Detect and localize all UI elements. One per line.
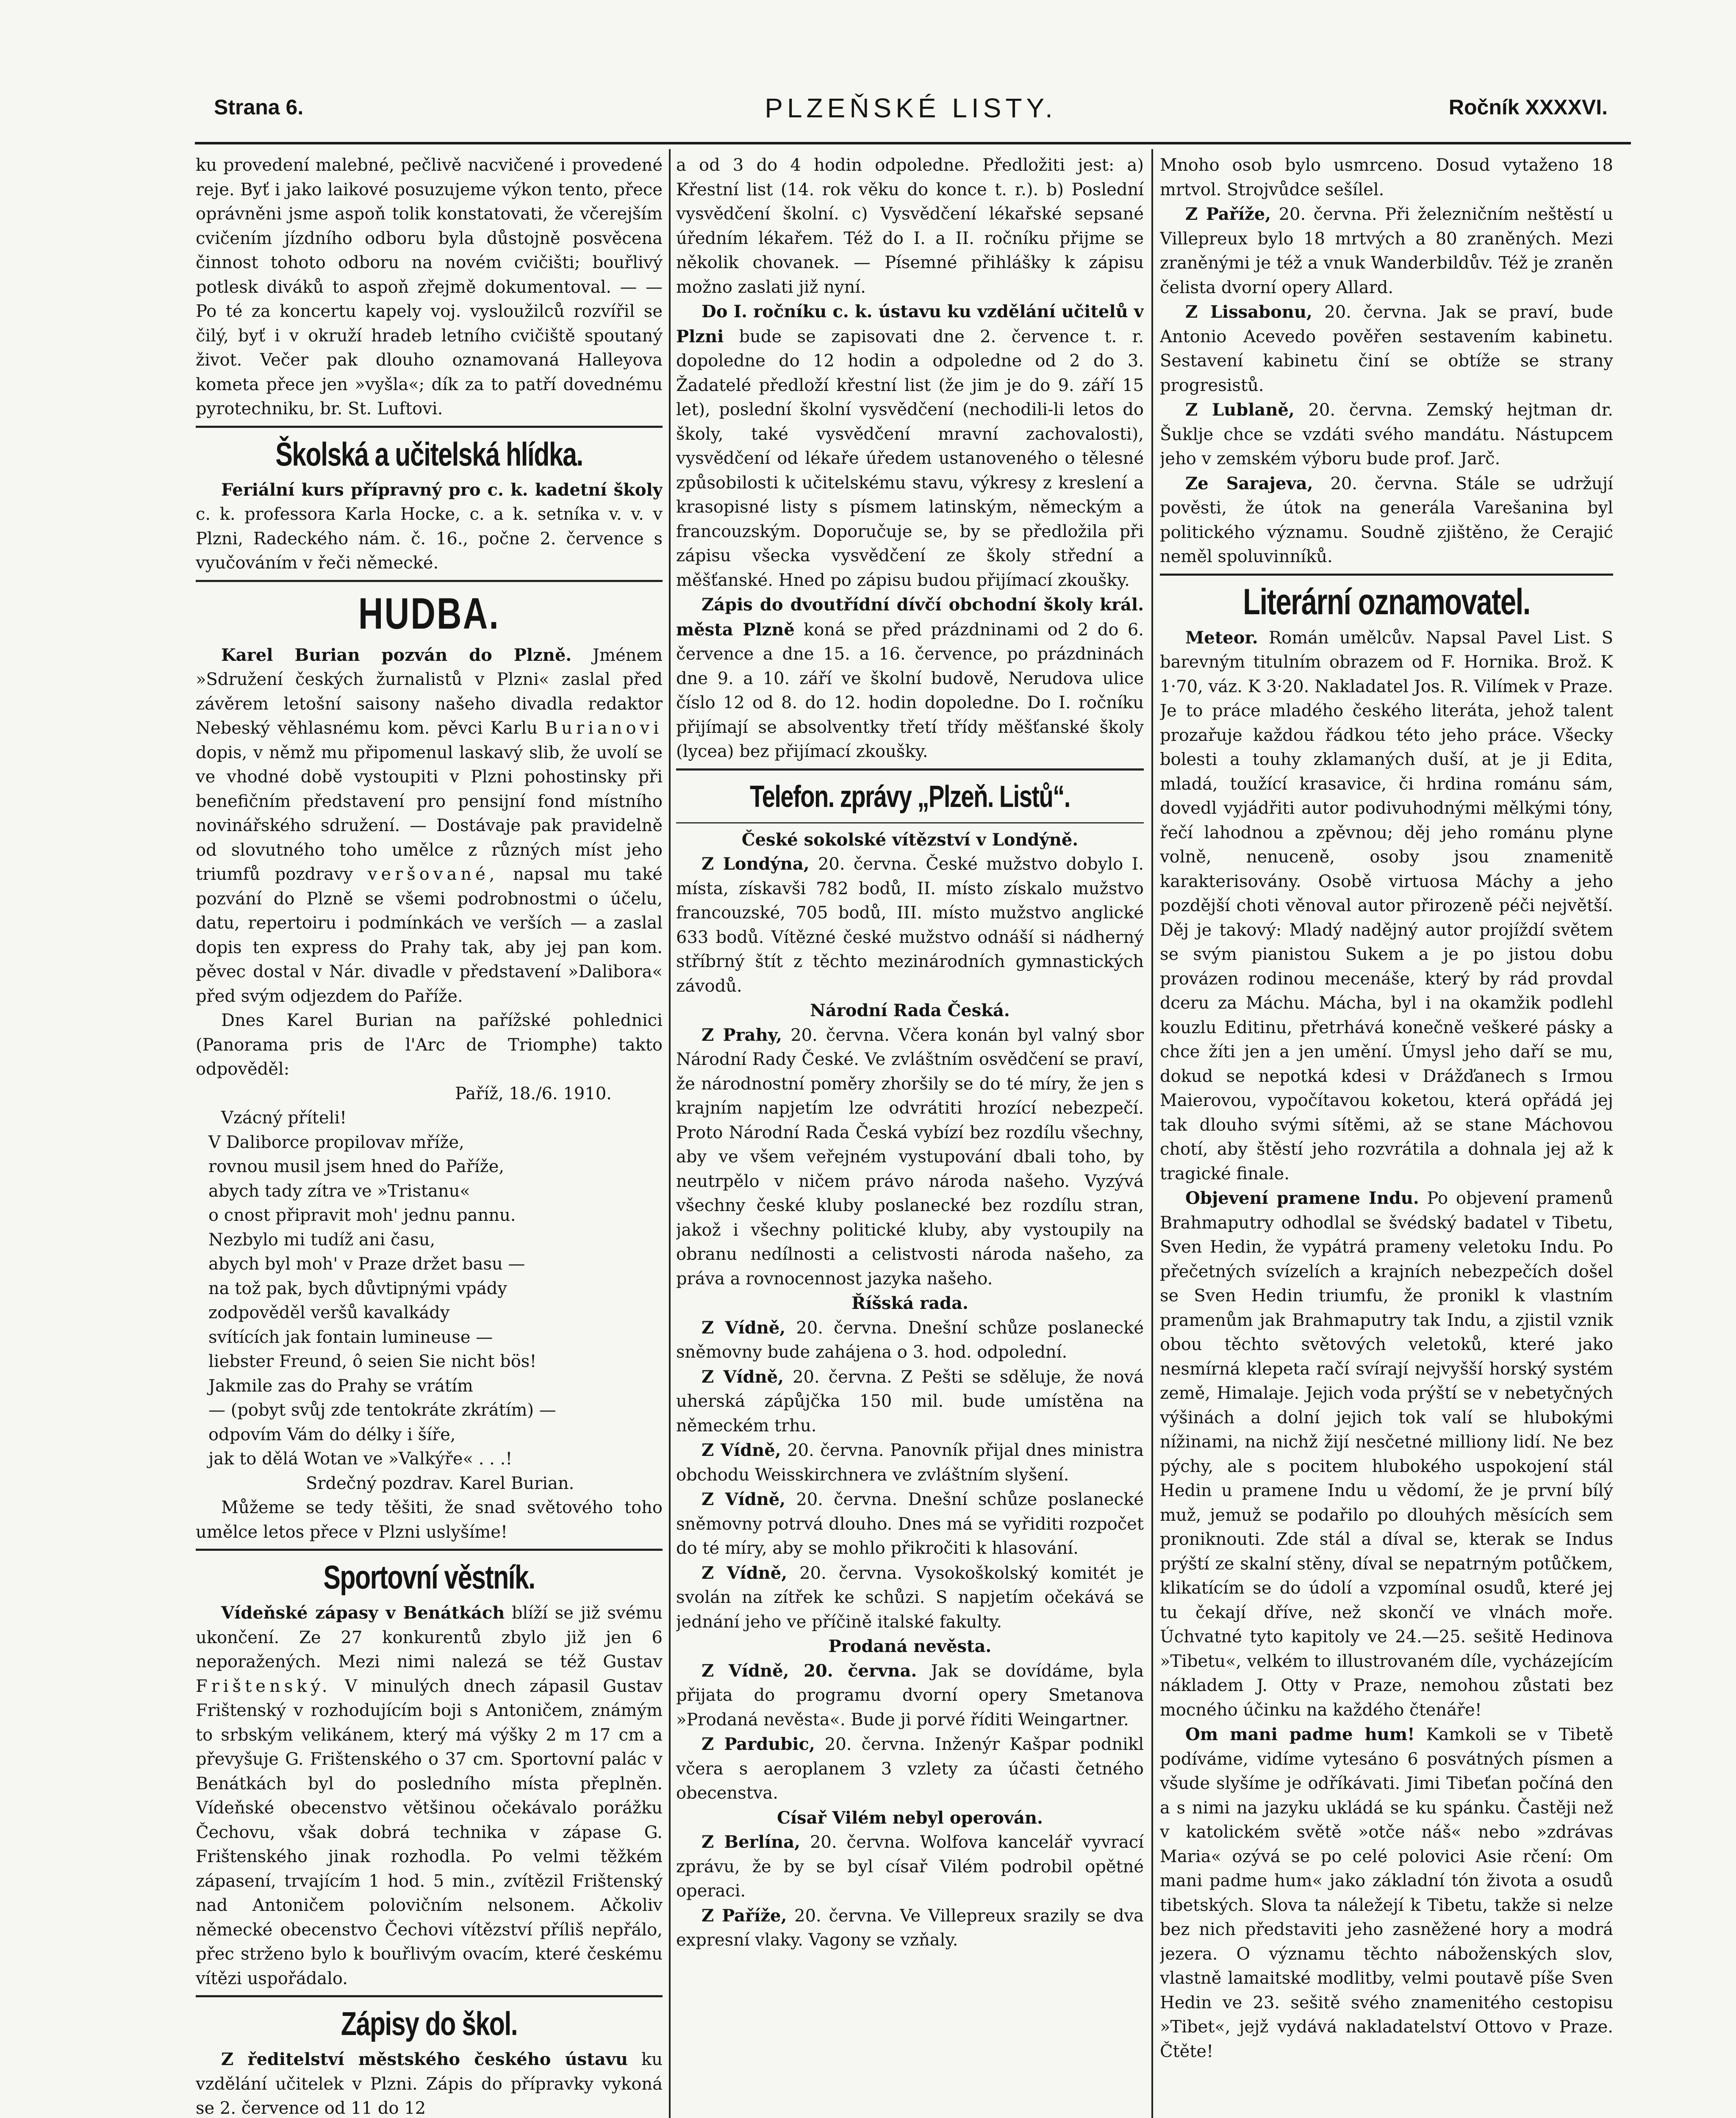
article-divci-skola: Zápis do dvoutřídní dívčí obchodní školy král. města Plzně koná se před prázdninami od 2 do 6. července a dne 15. a 16. července, po prázdninách dne 9. a 10. září ve školní budově, Nerudova ulice číslo 12 od 8. do 12. hodin dopoledne. Do I. ročníku přijímají se absolventky třetí třídy měšťanské školy (lycea) bez přijímací zkoušky.	[676, 595, 1144, 761]
article-continuation: Mnoho osob bylo usmrceno. Dosud vytaženo 18 mrtvol. Strojvůdce sešílel.	[1160, 155, 1613, 200]
poem-line: Vzácný příteli!	[221, 1108, 347, 1128]
report-lisabon: Z Lissabonu, 20. června. Jak se praví, bude Antonio Acevedo pověřen sestavením kabinetu. Sestavení kabinetu činí se obtíže se strany progresistů.	[1160, 302, 1613, 395]
report-place: Z Londýna,	[702, 854, 810, 874]
section-heading-telefon: Telefon. zprávy „Plzeň. Listů“.	[750, 779, 1070, 814]
report-sarajevo: Ze Sarajeva, 20. června. Stále se udržují pověsti, že útok na generála Varešanina byl politického významu. Soudně zjištěno, že Cerajić neměl spoluvinníků.	[1160, 473, 1613, 566]
section-rule	[676, 768, 1144, 771]
poem-line: abych tady zítra ve »Tristanu«	[208, 1181, 470, 1201]
report-place: Z Prahy,	[702, 1025, 782, 1045]
report-place: Z Pardubic,	[702, 1734, 815, 1754]
section-rule	[196, 1995, 663, 1997]
report-place: Z Paříže,	[702, 1905, 787, 1926]
poem-signature: Srdečný pozdrav. Karel Burian.	[306, 1473, 574, 1493]
page-number: Strana 6.	[214, 95, 304, 119]
report-place: Z Vídně, 20. června.	[702, 1661, 917, 1681]
report-pardubice: Z Pardubic, 20. června. Inženýr Kašpar podnikl včera s aeroplanem 3 vzlety za účasti četného obecenstva.	[676, 1734, 1144, 1803]
report-place: Z Vídně,	[702, 1440, 781, 1460]
article-lead: Zápis do dvoutřídní dívčí obchodní školy král. města Plzně	[676, 595, 1144, 640]
section-heading-hudba: HUDBA.	[358, 589, 500, 638]
subheading-cisar: Císař Vilém nebyl operován.	[777, 1808, 1043, 1828]
section-rule	[676, 822, 1144, 823]
section-rule	[196, 1549, 663, 1551]
poem-line: liebster Freund, ô seien Sie nicht bös!	[208, 1352, 537, 1371]
article-lead: Vídeňské zápasy v Benátkách	[221, 1603, 505, 1623]
article-continuation: ku provedení malebné, pečlivě nacvičené i provedené reje. Byť i jako laikové posuzujeme výkon tento, přece oprávněni jsme aspoň tolik konstatovati, že včerejším cvičením jízdního odboru byla důstojně posvěcena činnost tohoto odboru na novém cvičišti; bouřlivý potlesk diváků to aspoň zřejmě dokumentoval. — — Po té za koncertu kapely voj. vysloužilců rozvířil se čilý, byť i v okruží hradeb letního cvičiště spoutaný život. Večer pak dlouho oznamovaná Halleyova kometa přece jen »vyšla«; dík za to patří dovednému pyrotechniku, br. St. Luftovi.	[196, 155, 663, 419]
report-london: Z Londýna, 20. června. České mužstvo dobylo I. místa, získavši 782 bodů, II. místo získalo mužstvo francouzské, 705 bodů, III. místo mužstvo anglické 633 bodů. Vítězné české mužstvo odnáší si nádherný stříbrný štít z těchto mezinárodních gymnastických závodů.	[676, 854, 1144, 996]
article-hudba: Karel Burian pozván do Plzně. Jménem »Sdružení českých žurnalistů v Plzni« zaslal před závěrem letošní saisony našeho divadla redaktor Nebeský věhlasnému kom. pěvci Karlu Burianovi dopis, v němž mu připomenul laskavý slib, že uvolí se ve vhodné době vystoupiti v Plzni pohostinsky při benefičním představení pro pensijní fond místního novinářského sdružení. — Dostávaje pak pravidelně od slovutného toho umělce z různých míst jeho triumfů pozdravy veršované, napsal mu také pozvání do Plzně se všemi podrobnostmi o účelu, datu, repertoiru i podmínkách ve verších — a zaslal dopis ten express do Prahy tak, aby jej pan kom. pěvec dostal v Nár. divadle v představení »Dalibora« před svým odjezdem do Paříže.	[196, 645, 663, 1006]
article-lead: Karel Burian pozván do Plzně.	[221, 645, 572, 665]
poem-line: na tož pak, bych důvtipnými vpády	[208, 1278, 507, 1298]
report-viden: Z Vídně, 20. června. Panovník přijal dnes ministra obchodu Weisskirchnera ve zvláštním slyšení.	[676, 1440, 1144, 1485]
poem-line: Nezbylo mi tudíž ani času,	[208, 1230, 435, 1250]
report-berlin: Z Berlína, 20. června. Wolfova kancelář vyvrací zprávu, že by se byl císař Vilém podrobil opětné operaci.	[676, 1832, 1144, 1901]
report-praha: Z Prahy, 20. června. Včera konán byl valný sbor Národní Rady České. Ve zvláštním osvědčení se praví, že národnostní poměry zhoršily se do té míry, že jen s krajním napjetím lze odvrátiti hrozící nebezpečí. Proto Národní Rada Česká vybízí bez rozdílu všechny, aby ve všem veřejném vystupování dbali toho, by neutrpělo v ničem právo národa našeho. Vyzývá všechny české kluby poslanecké bez rozdílu stran, jakož i všechny politické kluby, aby vystoupily na obranu nedílnosti a celistvosti národa našeho, za práva a rovnocennost jazyka našeho.	[676, 1025, 1144, 1289]
column-2	[676, 153, 1144, 2118]
section-rule	[196, 426, 663, 428]
masthead-title: PLZEŇSKÉ LISTY.	[765, 93, 1057, 123]
article-lead: Z ředitelství městského českého ústavu	[221, 2049, 628, 2069]
report-place: Ze Sarajeva,	[1185, 473, 1313, 493]
article-lead: Do I. ročníku c. k. ústavu ku vzdělání učitelů v Plzni	[676, 302, 1144, 347]
article-skolska: Feriální kurs přípravný pro c. k. kadetní školy c. k. professora Karla Hocke, c. a k. setníka v. v. v Plzni, Radeckého nám. č. 16., počne 2. července s vyučováním v řeči německé.	[196, 480, 663, 573]
poem-line: rovnou musil jsem hned do Paříže,	[208, 1157, 505, 1176]
article-sport: Vídeňské zápasy v Benátkách blíží se již svému ukončení. Ze 27 konkurentů zbylo již jen 6 neporažených. Mezi nimi nalezá se též Gustav Frištenský. V minulých dnech zápasil Gustav Frištenský v rozhodujícím boji s Antoničem, známým to srbským velikánem, který má výšky 2 m 17 cm a převyšuje G. Frištenského o 37 cm. Sportovní palác v Benátkách byl do posledního místa přeplněn. Vídeňské obecenstvo většinou očekávalo porážku Čechovu, však dobrá technika v zápase G. Frištenského jinak rozhodla. Po velmi těžkém zápasení, trvajícím 1 hod. 5 min., zvítězil Frištenský nad Antoničem polovičním nelsonem. Ačkoliv německé obecenstvo Čechovi vítězství příliš nepřálo, přec strženo bylo k bouřlivým ovacím, které českému vítězi uspořádalo.	[196, 1603, 663, 1988]
poem-line: V Daliborce propilovav mříže,	[208, 1132, 464, 1152]
report-place: Z Berlína,	[702, 1832, 801, 1852]
article-continuation: a od 3 do 4 hodin odpoledne. Předložiti jest: a) Křestní list (14. rok věku do konce t. r.). b) Poslední vysvědčení školní. c) Vysvědčení lékařské sepsané úředním lékařem. Též do I. a II. ročníku přijme se několik chovanek. — Písemné přihlášky k zápisu možno zaslati již nyní.	[676, 155, 1144, 297]
column-rule-2	[1151, 149, 1153, 2118]
subheading-risska: Říšská rada.	[851, 1293, 968, 1313]
report-place: Z Vídně,	[702, 1563, 788, 1583]
report-lublan: Z Lublaně, 20. června. Zemský hejtman dr. Šuklje chce se vzdáti svého mandátu. Nástupcem jeho v zemském výboru bude prof. Jarč.	[1160, 400, 1613, 469]
column-3	[1160, 153, 1613, 2118]
section-rule	[196, 580, 663, 582]
section-rule	[1160, 574, 1613, 576]
section-heading-sport: Sportovní věstník.	[323, 1558, 535, 1596]
poem-line: zodpověděl veršů kavalkády	[208, 1303, 450, 1322]
review-meteor: Meteor. Román umělcův. Napsal Pavel List. S barevným titulním obrazem od F. Hornika. Brož. K 1·70, váz. K 3·20. Nakladatel Jos. R. Vilímek v Praze. Je to práce mladého českého literáta, jehož talent prozařuje každou řádkou této jeho práce. Všecky bolesti a touhy zklamaných duší, at je ji Edita, mladá, toužící krasavice, či hrdina románu sám, dovedl vyjádřiti autor podivuhodnými mělkými tóny, řečí lahodnou a zpěvnou; děj jeho románu plyne volně, nenuceně, osoby jsou znamenitě karakterisovány. Osobě virtuosa Máchy a jeho pozdější choti věnoval autor přirozeně péči největší. Děj je takový: Mladý nadějný autor projíždí světem se svým pianistou Sukem a je po jistou dobu provázen rodinou mecenáše, který by rád provdal dceru za Máchu. Mácha, byl i na okamžik podlehl kouzlu Editinu, přetrhává konečně veškeré pásky a chce žíti jen a jen umění. Úmysl jeho daří se mu, dokud se nepotká kdesi v Drážďanech s Irmou Maierovou, vypočítavou koketou, která opřádá jej tak dlouho svými sítěmi, až se stane Máchovou chotí, aby štěstí jeho rozvrátila a dohnala jej až k tragické finale.	[1160, 627, 1613, 1184]
subheading-sokol: České sokolské vítězství v Londýně.	[741, 829, 1079, 850]
poem-line: Jakmile zas do Prahy se vrátím	[208, 1376, 473, 1396]
article-zapisy: Z ředitelství městského českého ústavu ku vzdělání učitelek v Plzni. Zápis do přípravky vykoná se 2. července od 11 do 12	[196, 2049, 663, 2118]
poem	[196, 1106, 663, 1496]
column-rule-1	[669, 149, 671, 2118]
report-place: Z Vídně,	[702, 1367, 784, 1387]
section-heading-zapisy: Zápisy do škol.	[341, 2005, 518, 2042]
subheading-narodni: Národní Rada Česká.	[810, 1001, 1010, 1020]
article-lead: Meteor.	[1185, 627, 1258, 648]
poem-line: — (pobyt svůj zde tentokráte zkrátím) —	[208, 1400, 556, 1420]
poem-line: o cnost připravit moh' jednu pannu.	[208, 1206, 516, 1225]
report-place: Z Lissabonu,	[1185, 302, 1312, 322]
report-viden: Z Vídně, 20. června. Dnešní schůze poslanecké sněmovny potrvá dlouho. Dnes má se vyřiditi rozpočet do té míry, aby se mohlo přikročiti k hlasování.	[676, 1489, 1144, 1558]
report-place: Z Lublaně,	[1185, 400, 1295, 420]
article-hudba-close: Můžeme se tedy těšiti, že snad světového toho umělce letos přece v Plzni uslyšíme!	[196, 1498, 663, 1542]
article-lead: Feriální kurs přípravný pro c. k. kadetní školy	[221, 480, 663, 500]
poem-dateline: Paříž, 18./6. 1910.	[455, 1084, 612, 1103]
report-viden: Z Vídně, 20. června. Vysokoškolský komitét je svolán na zítřek ke schůzi. S napjetím očekává se jednání jeho ve příčině italské fakulty.	[676, 1563, 1144, 1632]
section-heading-skolska: Školská a učitelská hlídka.	[275, 435, 583, 473]
report-viden: Z Vídně, 20. června. Z Pešti se sděluje, že nová uherská zápůjčka 150 mil. bude umístěna na německém trhu.	[676, 1367, 1144, 1436]
poem-line: abych byl moh' v Praze držet basu —	[208, 1254, 525, 1274]
report-pariz: Z Paříže, 20. června. Při železničním neštěstí u Villepreux bylo 18 mrtvých a 80 zraněných. Mezi zraněnými je též a vnuk Wanderbildův. Též je zraněn čelista dvorní opery Allard.	[1160, 204, 1613, 297]
header-rule	[195, 142, 1631, 144]
article-hudba-reply: Dnes Karel Burian na pařížské pohlednici (Panorama pris de l'Arc de Triomphe) takto odpověděl:	[196, 1011, 663, 1079]
volume-number: Ročník XXXXVI.	[1448, 95, 1608, 119]
article-ustav: Do I. ročníku c. k. ústavu ku vzdělání učitelů v Plzni bude se zapisovati dne 2. července t. r. dopoledne do 12 hodin a odpoledne od 2 do 3. Žadatelé předloží křestní list (že jim je do 9. září 15 let), poslední školní vysvědčení (nechodili-li letos do školy, také vysvědčení mravní zachovalosti), vysvědčení od lékaře úředem ustanoveného o tělesné způsobilosti k učitelskému stavu, výkresy z kreslení a krasopisné listy s písmem latinským, německým a francouzským. Doporučuje se, by se předložila při zápisu všecka vysvědčení ze školy střední a měšťanské. Hned po zápisu budou přijímací zkoušky.	[676, 302, 1144, 590]
poem-line: jak to dělá Wotan ve »Valkýře« . . .!	[208, 1449, 513, 1469]
report-place: Z Vídně,	[702, 1317, 786, 1338]
review-om-mani: Om mani padme hum! Kamkoli se v Tibetě podíváme, vidíme vytesáno 6 posvátných písmen a všude slyšíme je odříkávati. Jimi Tibeťan počíná den a s nimi na jazyku ukládá se ku spánku. Častěji než v katolickém světě »otče náš« nebo »zdrávas Maria« ozývá se po celé polovici Asie rčení: Om mani padme hum« jako základní tón života a osudů tibetských. Slova ta náležejí k Tibetu, takže si nelze bez nich představiti jeho zasněžené hory a modrá jezera. O významu těchto náboženských slov, vlastně lamaitské modlitby, velmi poutavě píše Sven Hedin ve 23. sešitě svého znamenitého cestopisu »Tibet«, jejž vydává nakladatelství Ottovo v Praze. Čtěte!	[1160, 1724, 1613, 2061]
report-pariz: Z Paříže, 20. června. Ve Villepreux srazily se dva expresní vlaky. Vagony se vzňaly.	[676, 1905, 1144, 1950]
review-indu: Objevení pramene Indu. Po objevení pramenů Brahmaputry odhodlal se švédský badatel v Tibetu, Sven Hedin, že vypátrá prameny veletoku Indu. Po přečetných svízelích a krajních nebezpečích došel se Sven Hedin triumfu, že pronikl k vlastním pramenům jak Brahmaputry tak Indu, a zjistil vznik obou těchto světových veletoků, které jako nesmírná klepeta račí svírají nejvyšší horský systém země, Himalaje. Jejich voda prýští se v nebetyčných výšinách a dolní jejich tok valí se hlubokými nížinami, na nichž žijí nesčetné milliony lidí. Ne bez pýchy, ale s pocitem hlubokého uspokojení stál Hedin u pramene Indu u vědomí, že je první bílý muž, jemuž se podařilo po dlouhých měsících sem proniknouti. Zde stál a díval se, kterak se Indus prýští ze skalní stěny, díval se nepatrným potůčkem, klikatícím se do údolí a vzpomínal osudů, které jej tu čekají dříve, než skončí ve vlnách moře. Úchvatné tyto kapitoly ve 24.—25. sešitě Hedinova »Tibetu«, velkém to illustrovaném díle, vycházejícím nákladem J. Otty v Praze, nemohou zůstati bez mocného účinku na každého čtenáře!	[1160, 1188, 1613, 1720]
report-place: Z Paříže,	[1185, 204, 1271, 224]
poem-line: svítících jak fontain lumineuse —	[208, 1327, 493, 1347]
column-1	[196, 153, 663, 2118]
report-place: Z Vídně,	[702, 1489, 786, 1509]
article-lead: Objevení pramene Indu.	[1185, 1188, 1419, 1208]
poem-line: odpovím Vám do délky i šíře,	[208, 1425, 456, 1444]
report-viden: Z Vídně, 20. června. Dnešní schůze poslanecké sněmovny bude zahájena o 3. hod. odpolední.	[676, 1317, 1144, 1362]
page-header	[214, 92, 1608, 126]
section-heading-literarni: Literární oznamovatel.	[1243, 581, 1530, 622]
report-viden: Z Vídně, 20. června. Jak se dovídáme, byla přijata do programu dvorní opery Smetanova »Prodaná nevěsta«. Bude ji porvé říditi Weingartner.	[676, 1661, 1144, 1730]
subheading-nevesta: Prodaná nevěsta.	[828, 1636, 992, 1656]
article-lead: Om mani padme hum!	[1185, 1724, 1415, 1744]
